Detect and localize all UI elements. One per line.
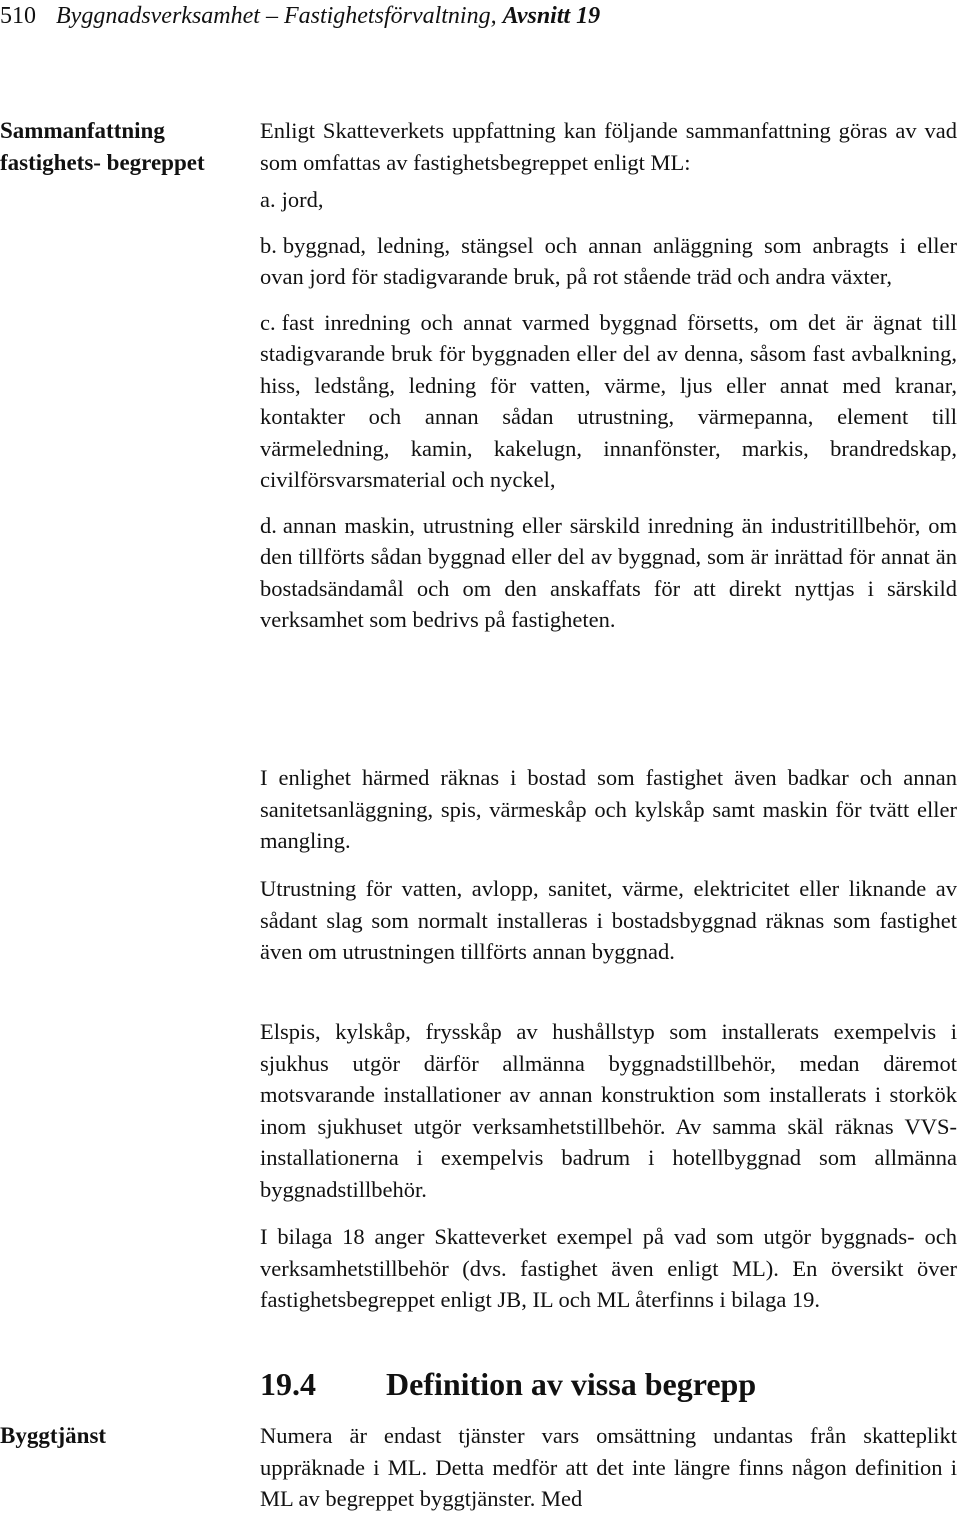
paragraph-byggtjanst: Numera är endast tjänster vars omsättning undantas från skatteplikt uppräknade i ML. Detta medför att det inte längre finns någon definition i ML av begreppet byggtjänster. Med [260, 1423, 957, 1511]
list-marker: b. [260, 232, 277, 258]
list-item-text: byggnad, ledning, stängsel och annan anläggning som anbragts i eller ovan jord för stadigvarande bruk, på rot stående träd och andra växter, [260, 232, 957, 289]
paragraph-sanitet: I enlighet härmed räknas i bostad som fastighet även badkar och annan sanitetsanläggning, spis, värmeskåp och kylskåp samt maskin för tvätt eller mangling. [260, 765, 957, 853]
paragraph-utrustning: Utrustning för vatten, avlopp, sanitet, värme, elektricitet eller liknande av sådant slag som normalt installeras i bostadsbyggnad räknas som fastighet även om utrustningen tillförts annan byggnad. [260, 876, 957, 964]
page-header [0, 0, 600, 32]
list-item [260, 307, 957, 496]
list-marker: c. [260, 309, 276, 335]
margin-heading-byggtjanst: Byggtjänst [0, 1423, 107, 1448]
section-title: Definition av vissa begrepp [386, 1366, 757, 1402]
list-marker: d. [260, 512, 277, 538]
list-marker: a. [260, 187, 276, 212]
summary-list [260, 184, 957, 636]
section-number: 19.4 [260, 1366, 316, 1402]
section-label: Avsnitt 19 [502, 3, 601, 29]
page-number: 510 [0, 3, 36, 29]
paragraph-bilaga: I bilaga 18 anger Skatteverket exempel på vad som utgör byggnads- och verksamhetstillbehör (dvs. fastighet även enligt ML). En översikt över fastighetsbegreppet enligt JB, IL och ML återfinns i bilaga 19. [260, 1224, 957, 1312]
list-item [260, 230, 957, 293]
list-item [260, 510, 957, 636]
margin-heading-summary: Sammanfattning fastighets- begreppet [0, 118, 205, 175]
list-item-text: fast inredning och annat varmed byggnad försetts, om det är ägnat till stadigvarande bruk för byggnaden eller del av denna, såsom fast avbalkning, hiss, ledstång, ledning för vatten, värme, ljus eller annat med kranar, kontakter och annan sådan utrustning, värmepanna, element till värmeledning, kamin, kakelugn, innanfönster, markis, brandredskap, civilförsvarsmaterial och nyckel, [260, 309, 957, 492]
list-item [260, 184, 957, 216]
summary-intro: Enligt Skatteverkets uppfattning kan följande sammanfattning göras av vad som omfattas av fastighetsbegreppet enligt ML: [260, 118, 957, 175]
paragraph-elspis: Elspis, kylskåp, frysskåp av hushållstyp som installerats exempelvis i sjukhus utgör därför allmänna byggnadstillbehör, medan däremot motsvarande installationer av annan konstruktion som installerats i storkök inom sjukhuset utgör verksamhetstillbehör. Av samma skäl räknas VVS-installationerna i exempelvis badrum i hotellbyggnad som allmänna byggnadstillbehör. [260, 1019, 957, 1202]
section-heading [260, 1364, 756, 1404]
list-item-text: annan maskin, utrustning eller särskild inredning än industritillbehör, om den tillförts sådan byggnad eller del av byggnad, som är inrättad för annat än bostadsändamål och om den anskaffats för att direkt nyttjas i särskild verksamhet som bedrivs på fastigheten. [260, 512, 957, 632]
list-item-text: jord, [281, 187, 324, 212]
running-title: Byggnadsverksamhet – Fastighetsförvaltning, [56, 3, 497, 29]
summary-block [260, 115, 957, 650]
